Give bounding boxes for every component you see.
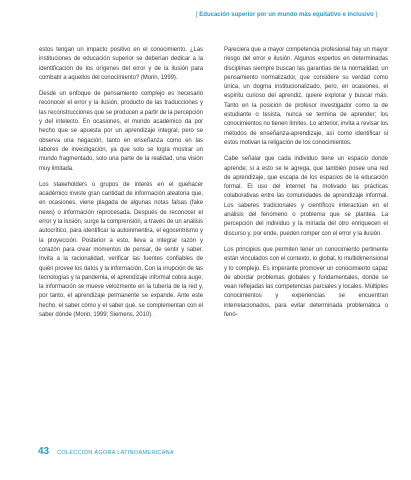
paragraph: Cabe señalar que cada individuo tiene un espacio donde aprende; si a esto se le agrega, que también posee una red de aprendizaje, que escapa de los espacios de la educación formal. El uso del internet ha motivado las prácticas colaborativas entre las comunidades de aprendizaje informal. Los saberes tradicionales y científicos interactúan en el análisis del fenómeno o problema que se plantea. La percepción del individuo y la miríada del otro enriquecen el discurso y, por ende, pueden romper con el error y la ilusión. [224,156,388,237]
page-footer [38,446,174,457]
paragraph: Los stakeholders o grupos de interés en el quehacer académico inviste gran cantidad de información aleatoria que, en ocasiones, viene plagada de algunas notas falsas (fake news) o información reprocesada. Después de reconocer el error y la ilusión, surge la comprensión, a través de un análisis autocrítico, para identificar la autoinmentira, el egocentrismo y la proyección. Posterior a esto, lleva a integrar razón y corazón para crear momentos de pensar, de sentir y saber. Invita a la racionalidad, verificar las fuentes confiables de quién provee los datos y la información. Con la irrupción de las tecnologías y la pandemia, el aprendizaje informal cobra auge; la información se mueve velozmente en la tubería de la red y, por tanto, el aprendizaje permanente se expande. Ante este hecho, el saber cómo y el saber qué, se complementan con el saber dónde (Morin, 1999; Siemens, 2010). [39,181,203,319]
header-close-bracket: ] [375,12,377,18]
page-number: 43 [38,446,50,457]
header-open-bracket: [ [195,12,198,18]
running-header [196,12,377,18]
paragraph: estos tengan un impacto positivo en el conocimiento. ¿Las instituciones de educación superior se deberían dedicar a la identificación de los orígenes del error y de la ilusión para combatir a aquellos del conocimiento? (Morin, 1999). [39,47,203,81]
paragraph: Los principios que permiten tener un conocimiento pertinente están vinculados con el contexto, lo global, lo multidimensional y lo complejo. Es imperante promover un conocimiento capaz de abordar problemas globales y fundamentales, donde se vean reflejadas las competencias parciales y locales. Múltiples conocimientos y experiencias se encuentran interrelacionados, para evitar determinada problemática o fenó- [224,246,388,319]
collection-name: COLECCIÓN ÁGORA LATINOAMERICANA [57,450,174,456]
paragraph: Desde un enfoque de pensamiento complejo es necesario reconocer el error y la ilusión, producto de las traducciones y las reconstrucciones que se producen a partir de la percepción y del intelecto. En ocasiones, el mundo académico da por hecho que se apuesta por un aprendizaje integral, pero se observa una negación, tanto en enseñanza como en las labores de investigación, ya que solo se logra mostrar un mundo fragmentado, solo una parte de la realidad, una visión muy limitada. [39,91,203,172]
paragraph: Pareciera que a mayor competencia profesional hay un mayor riesgo del error e ilusión. Algunos expertos en determinadas disciplinas siempre buscan las garantías de la normalidad, un pensamiento normalizador, que considere su verdad como única, un dogma institucionalizado, pero, en ocasiones, el espíritu curioso del aprendiz, quiere explorar y buscar más. Tanto en la posición de profesor investigador como la de estudiante o tesista, nunca se termina de aprender; los conocimientos no tienen límites. Lo anterior, invita a revisar los métodos de enseñanza-aprendizaje, así como identificar si estos motivan la religación de los conocimientos. [224,47,388,146]
left-column [39,46,203,327]
header-title: Educación superior por un mundo más equitativo e inclusivo [199,12,374,18]
right-column [224,46,388,327]
